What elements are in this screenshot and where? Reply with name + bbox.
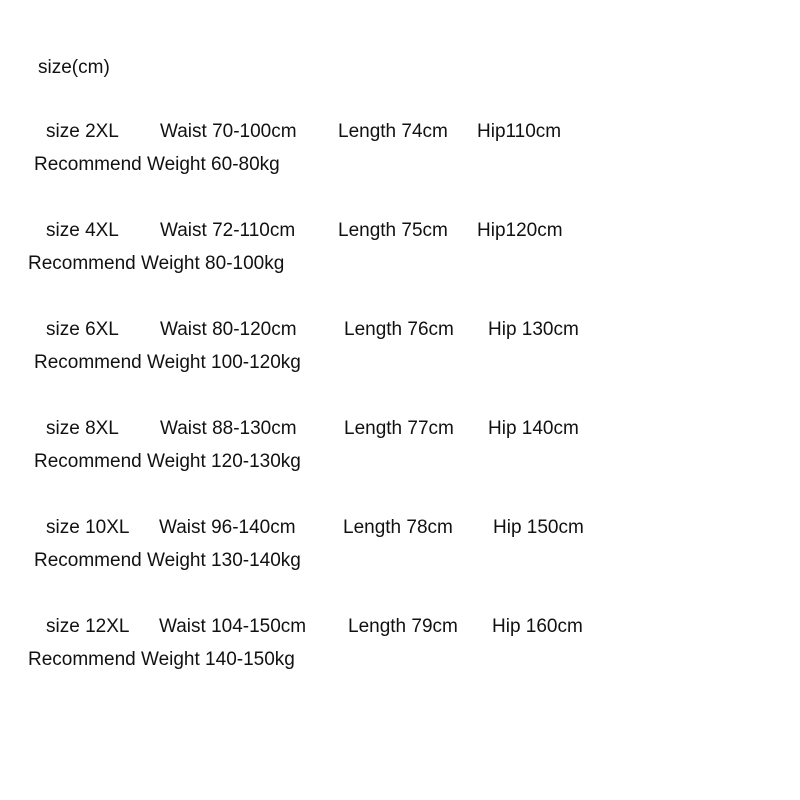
row-6-weight: Recommend Weight 140-150kg [28, 649, 295, 670]
row-3-hip: Hip 130cm [488, 319, 579, 340]
row-1-waist: Waist 70-100cm [160, 121, 297, 142]
row-3-size: size 6XL [46, 319, 119, 340]
row-6-hip: Hip 160cm [492, 616, 583, 637]
row-4-length: Length 77cm [344, 418, 454, 439]
row-5-weight: Recommend Weight 130-140kg [34, 550, 301, 571]
row-1-size: size 2XL [46, 121, 119, 142]
row-2-size: size 4XL [46, 220, 119, 241]
row-4-size: size 8XL [46, 418, 119, 439]
row-2-length: Length 75cm [338, 220, 448, 241]
row-1-weight: Recommend Weight 60-80kg [34, 154, 280, 175]
size-chart-heading: size(cm) [38, 57, 110, 78]
row-6-waist: Waist 104-150cm [159, 616, 307, 637]
row-3-waist: Waist 80-120cm [160, 319, 297, 340]
row-6-length: Length 79cm [348, 616, 458, 637]
row-5-length: Length 78cm [343, 517, 453, 538]
row-2-hip: Hip120cm [477, 220, 563, 241]
row-4-weight: Recommend Weight 120-130kg [34, 451, 301, 472]
row-1-hip: Hip110cm [477, 121, 562, 142]
row-2-waist: Waist 72-110cm [160, 220, 296, 241]
row-5-size: size 10XL [46, 517, 130, 538]
row-5-waist: Waist 96-140cm [159, 517, 296, 538]
row-4-hip: Hip 140cm [488, 418, 579, 439]
row-6-size: size 12XL [46, 616, 130, 637]
row-5-hip: Hip 150cm [493, 517, 584, 538]
row-1-length: Length 74cm [338, 121, 448, 142]
row-2-weight: Recommend Weight 80-100kg [28, 253, 285, 274]
row-3-length: Length 76cm [344, 319, 454, 340]
row-3-weight: Recommend Weight 100-120kg [34, 352, 301, 373]
row-4-waist: Waist 88-130cm [160, 418, 297, 439]
